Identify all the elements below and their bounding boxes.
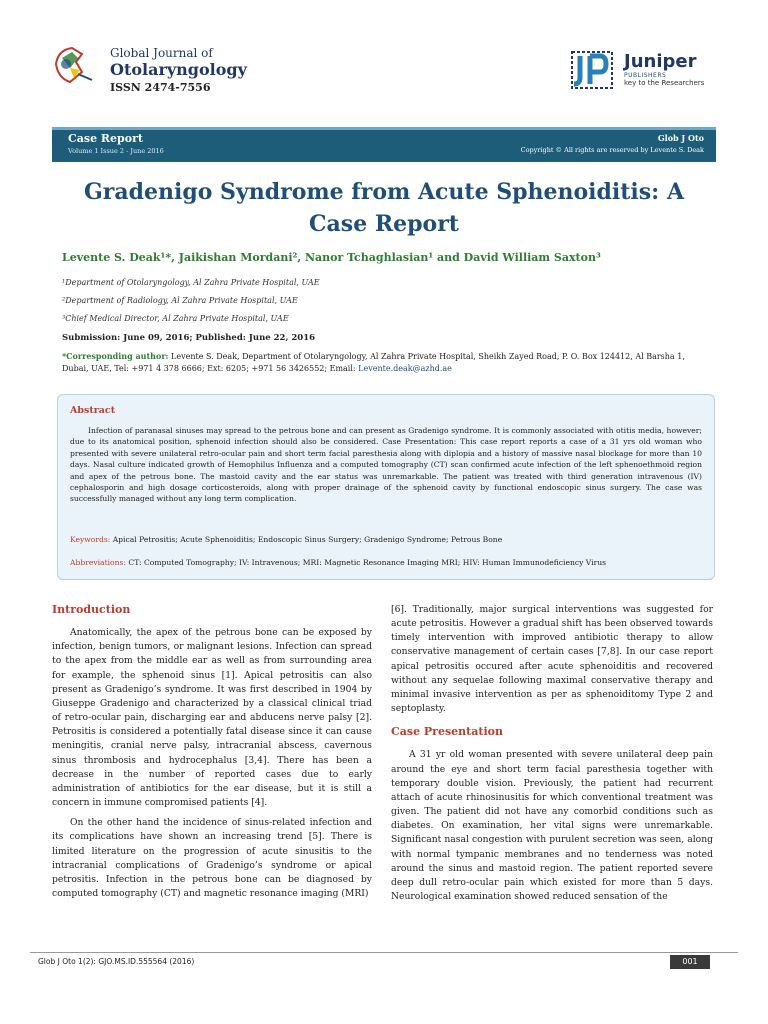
journal-title-block [110, 46, 247, 96]
abbreviations [70, 558, 702, 567]
volume-issue: Volume 1 Issue 2 - June 2016 [68, 147, 164, 155]
journal-issn: ISSN 2474-7556 [110, 81, 211, 94]
corresponding-author [62, 350, 702, 375]
intro-paragraph-3: [6]. Traditionally, major surgical interventions was suggested for acute petrositis. However a gradual shift has been observed towards timely intervention with improved antibiotic therapy to allow conservative management of certain cases [7,8]. In our case report apical petrositis occured after acute sphenoiditis and recovered without any sequelae following maximal conservative therapy and minimal invasive intervention as per as sphenoiditomy Type 2 and septoplasty. [391, 604, 713, 715]
article-type-band [52, 127, 716, 162]
author-list: Levente S. Deak¹*, Jaikishan Mordani², Nanor Tchaghlasian¹ and David William Saxton³ [62, 251, 601, 264]
journal-logo [52, 44, 100, 86]
journal-name-line2: Otolaryngology [110, 60, 247, 79]
affiliation-3: ³Chief Medical Director, Al Zahra Private Hospital, UAE [62, 314, 289, 323]
page-number: 001 [670, 955, 710, 969]
abstract-box [57, 394, 715, 580]
band-right [521, 132, 704, 155]
publisher-name: Juniper [624, 51, 697, 72]
intro-paragraph-1: Anatomically, the apex of the petrous bone can be exposed by infection, benign tumors, or malignant lesions. Infection can spread to the apex from the middle ear as well as from surrounding area for example, the sphenoid sinus [1]. Apical petrositis can also present as Gradenigo’s syndrome. It was first described in 1904 by Giuseppe Gradenigo and characterized by a classical clinical triad of retro-ocular pain, discharging ear and abducens nerve palsy [2]. Petrositis is considered a potentially fatal disease since it can cause meningitis, cranial nerve palsy, intracranial abscess, cavernous sinus thrombosis and hydrocephalus [3,4]. There has been a decrease in the number of reported cases due to early administration of antibiotics for the ear disease, but it is still a concern in immune compromised patients [4]. [52, 627, 372, 809]
affiliation-1: ¹Department of Otolaryngology, Al Zahra Private Hospital, UAE [62, 278, 320, 287]
publisher-name-block [624, 52, 704, 87]
publisher-subtitle: PUBLISHERS [624, 72, 667, 79]
publisher-tagline: key to the Researchers [624, 79, 705, 87]
abbreviations-label: Abbreviations: [70, 558, 126, 567]
band-left [68, 132, 164, 156]
corresponding-author-label: *Corresponding author: [62, 351, 169, 361]
abstract-text: Infection of paranasal sinuses may spread to the petrous bone and can present as Gradenigo syndrome. It is commonly associated with otitis media, however; due to its anatomical position, sphenoid infection should also be considered. Case Presentation: This case report reports a case of a 31 yrs old woman who presented with severe unilateral retro-ocular pain and short term facial paresthesia along with diplopia and a history of massive nasal blockage for more than 10 days. Nasal culture indicated growth of Hemophilus Influenza and a computed tomography (CT) scan confirmed acute infection of the left sphenoethmoid region and apex of the petrous bone. The mastoid cavity and the ear status was unremarkable. The patient was treated with third generation intravenous (IV) cephalosporin and high dosage corticosteroids, along with proper drainage of the sphenoid cavity by functional endoscopic sinus surgery. The case was successfully managed without any long term complication. [70, 426, 702, 504]
affiliation-2: ²Department of Radiology, Al Zahra Private Hospital, UAE [62, 296, 298, 305]
abstract-heading: Abstract [70, 405, 116, 416]
case-paragraph-1: A 31 yr old woman presented with severe unilateral deep pain around the eye and short term facial paresthesia together with temporary double vision. Previously, the patient had recurrent attach of acute rhinosinusitis for which conventional treatment was given. The patient did not have any comorbid conditions such as diabetes. On examination, her vital signs were unremarkable. Significant nasal congestion with purulent secretion was seen, along with normal tympanic membranes and no tenderness was noted around the sinus and mastoid region. The patient reported severe deep dull retro-ocular pain which existed for more than 5 days. Neurological examination showed reduced sensation of the [391, 749, 713, 902]
intro-paragraph-2: On the other hand the incidence of sinus-related infection and its complications have shown an increasing trend [5]. There is limited literature on the progression of acute sinusitis to the intracranial complications of Gradenigo’s syndrome or apical petrositis. Infection in the petrous bone can be diagnosed by computed tomography (CT) and magnetic resonance imaging (MRI) [52, 817, 372, 899]
keywords-label: Keywords: [70, 535, 111, 544]
article-type: Case Report [68, 132, 143, 145]
left-column [52, 603, 372, 901]
keywords [70, 535, 702, 544]
journal-abbrev: Glob J Oto [657, 133, 704, 143]
journal-name-line1: Global Journal of [110, 46, 213, 60]
case-presentation-heading: Case Presentation [391, 725, 503, 739]
abbreviations-text: CT: Computed Tomography; IV: Intravenous; MRI: Magnetic Resonance Imaging MRI; HIV: Human Immunodeficiency Virus [125, 558, 606, 567]
corresponding-author-email[interactable]: Levente.deak@azhd.ae [358, 364, 452, 373]
right-column [391, 603, 713, 904]
corresponding-author-details: Levente S. Deak, Department of Otolaryngology, Al Zahra Private Hospital, Sheikh Zayed Road, P. O. Box 124412, Al Barsha 1, Dubai, UAE, Tel: +971 4 378 6666; Ext: 6205; +971 56 3426552; Email: [62, 352, 685, 373]
article-title: Gradenigo Syndrome from Acute Sphenoiditis: A Case Report [83, 179, 685, 237]
footer-citation: Glob J Oto 1(2): GJO.MS.ID.555564 (2016) [38, 957, 195, 966]
copyright-line: Copyright © All rights are reserved by Levente S. Deak [520, 146, 704, 154]
submission-dates: Submission: June 09, 2016; Published: June 22, 2016 [62, 333, 316, 343]
publisher-logo [566, 48, 620, 92]
keywords-text: Apical Petrositis; Acute Sphenoiditis; Endoscopic Sinus Surgery; Gradenigo Syndrome; Petrous Bone [110, 535, 503, 544]
introduction-heading: Introduction [52, 603, 131, 616]
footer-divider [30, 952, 738, 953]
